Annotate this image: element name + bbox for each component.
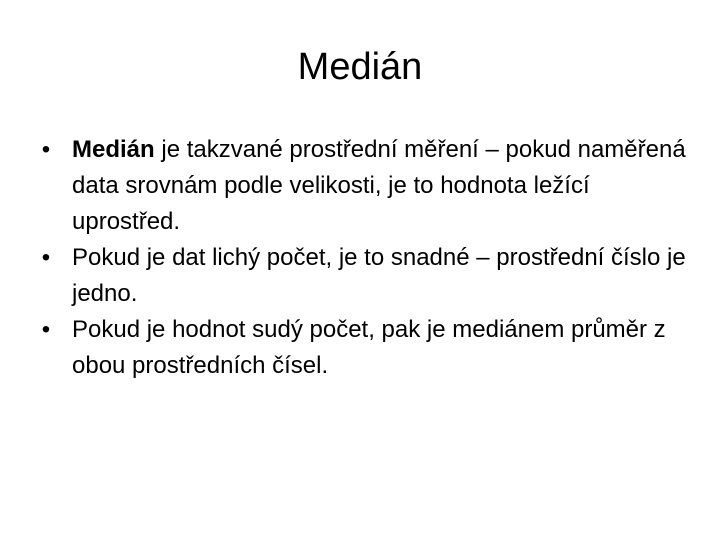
bullet-marker: • [41,316,51,343]
bullet-marker: • [41,244,51,271]
bullet-list [36,132,696,384]
bullet-text: Pokud je hodnot sudý počet, pak je mediánem průměr z obou prostředních čísel. [72,316,666,379]
bullet-marker: • [41,136,51,163]
bullet-bold-term: Medián [72,136,155,163]
bullet-item [36,240,696,312]
slide-title: Medián [297,46,423,88]
bullet-item [36,132,696,240]
bullet-text: Pokud je dat lichý počet, je to snadné – prostřední číslo je jedno. [72,244,686,307]
bullet-item [36,312,696,384]
bullet-text: je takzvané prostřední měření – pokud naměřená data srovnám podle velikosti, je to hodnota ležící uprostřed. [72,136,686,235]
